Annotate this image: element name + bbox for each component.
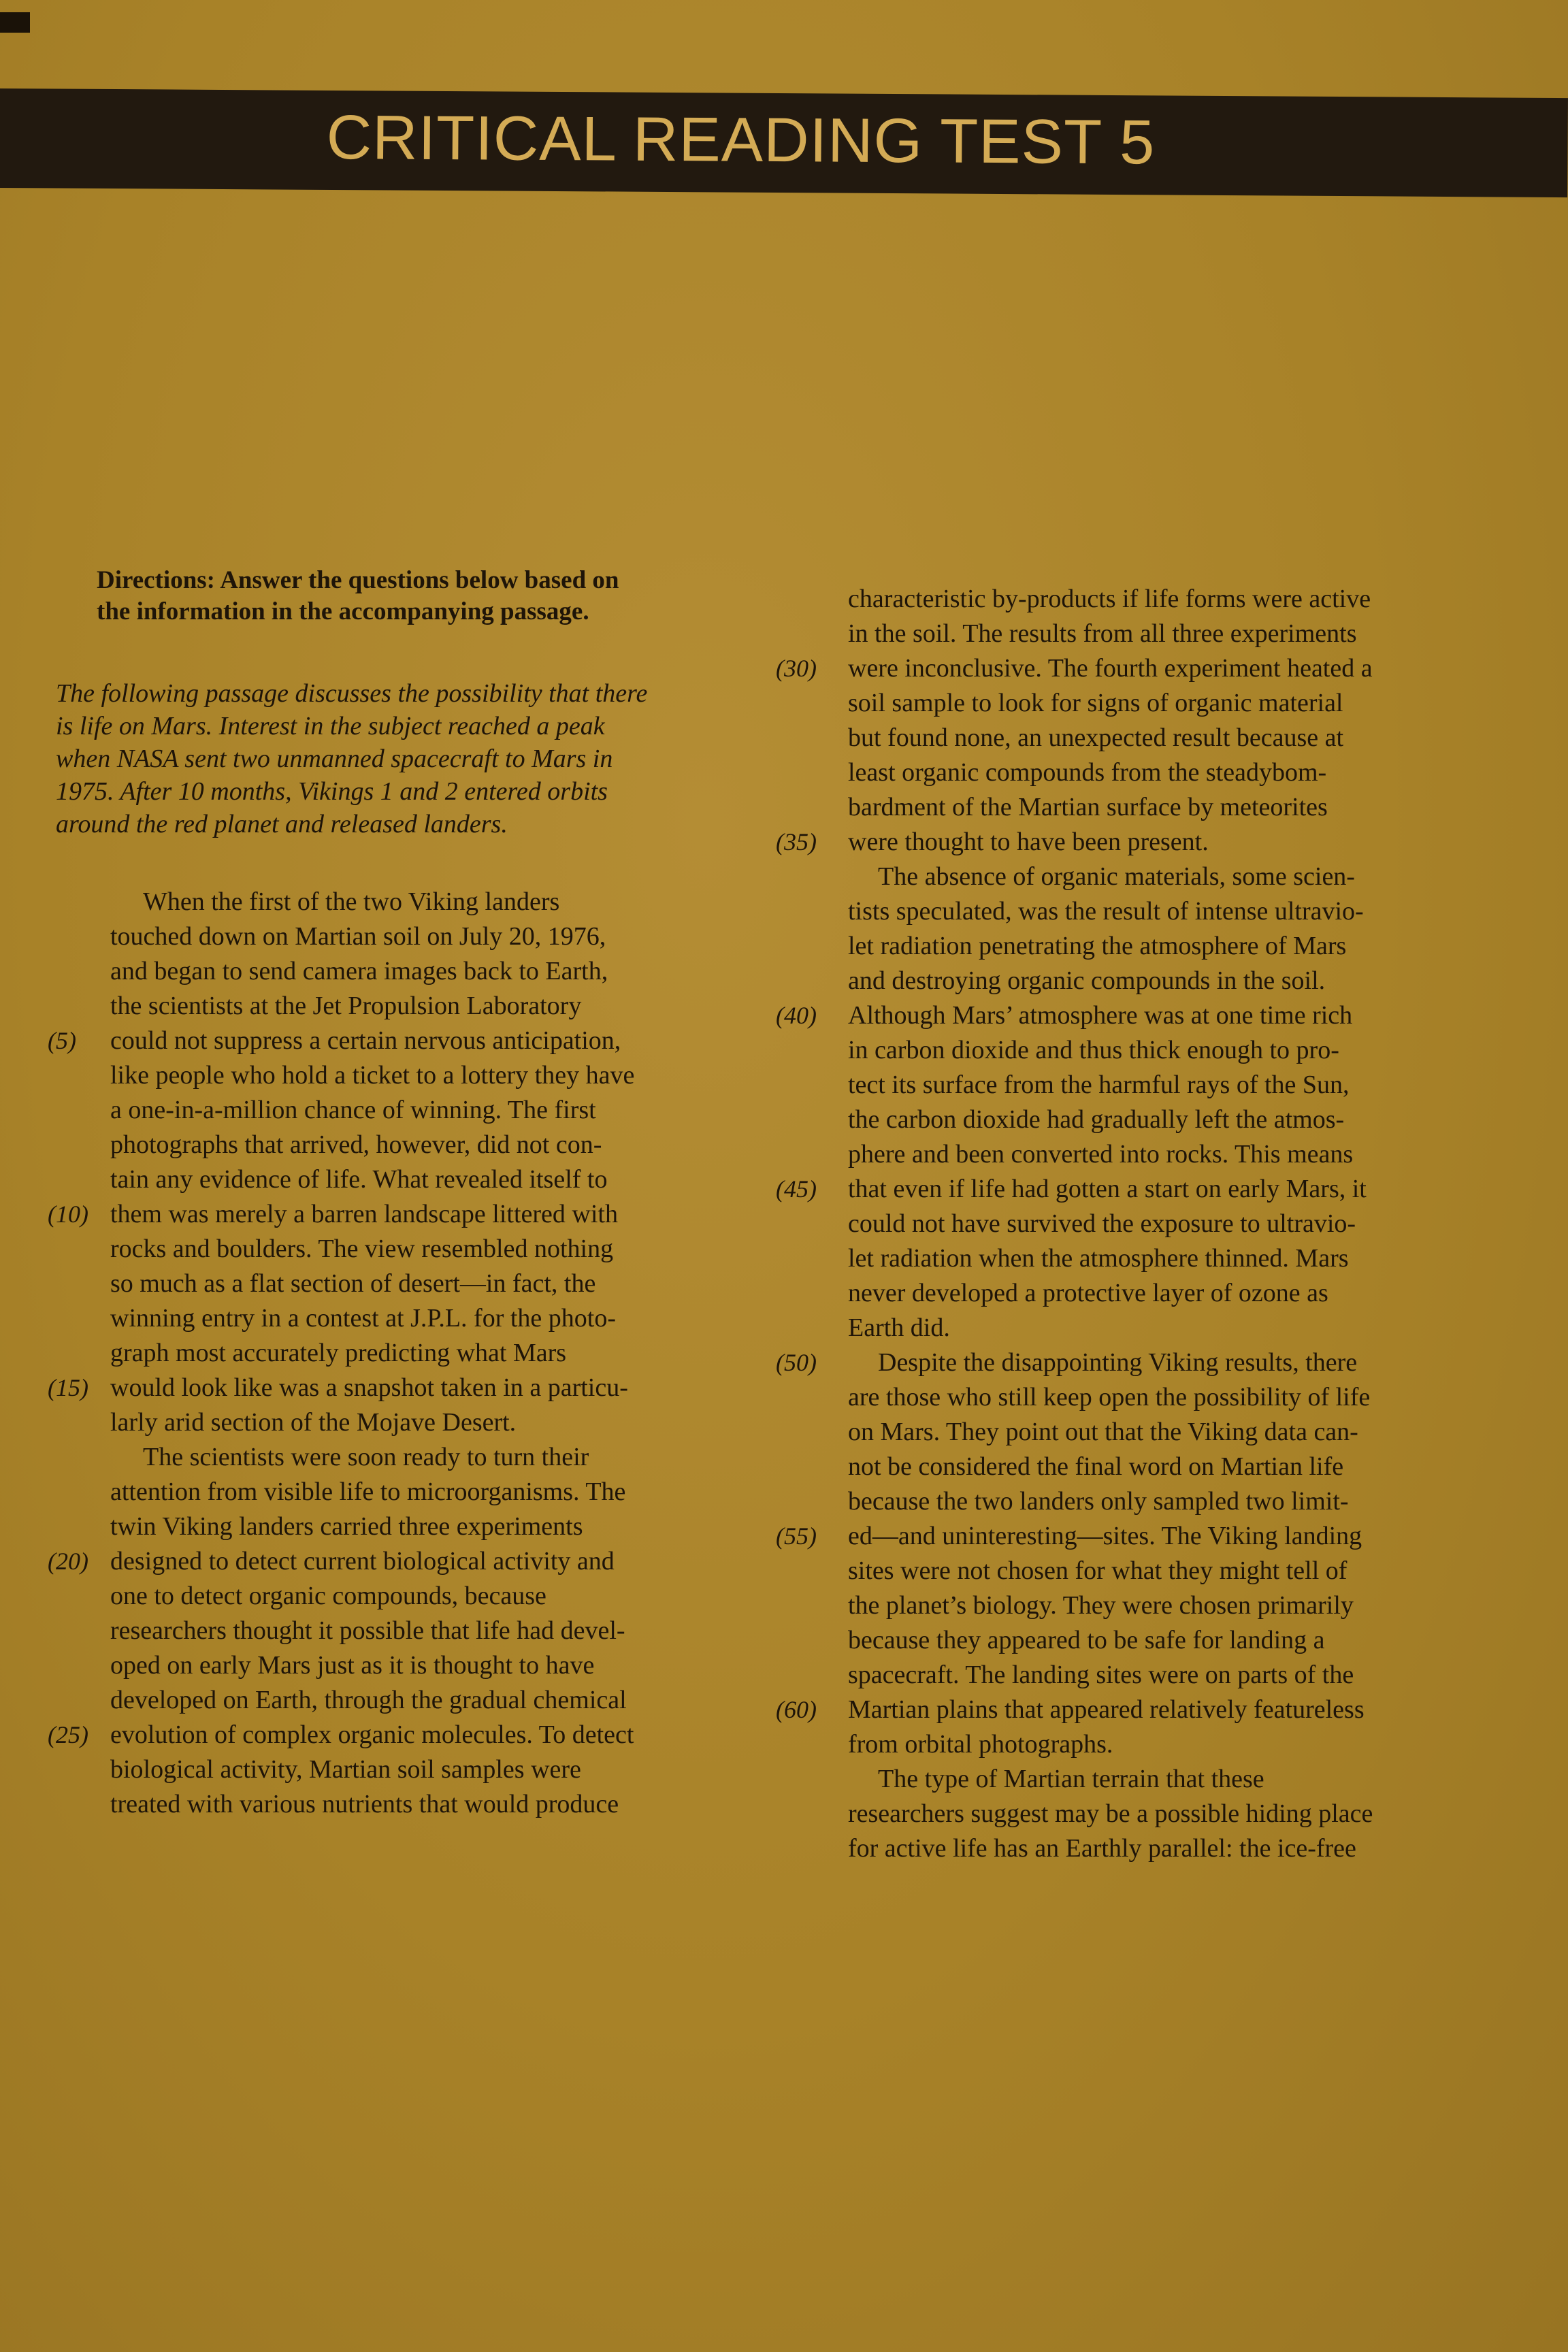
line-text: were inconclusive. The fourth experiment heated a <box>848 654 1373 683</box>
passage-line <box>776 1241 1463 1276</box>
line-number: (60) <box>776 1696 817 1723</box>
line-text: researchers suggest may be a possible hiding place <box>848 1799 1373 1828</box>
line-text: winning entry in a contest at J.P.L. for the photo- <box>110 1304 616 1333</box>
line-text: twin Viking landers carried three experiments <box>110 1512 583 1541</box>
passage-line <box>48 1232 715 1267</box>
line-text: tect its surface from the harmful rays of the Sun, <box>848 1071 1350 1099</box>
passage-line <box>776 651 1463 686</box>
line-text: The type of Martian terrain that these <box>878 1765 1264 1793</box>
passage-line <box>48 1371 715 1405</box>
line-text: tists speculated, was the result of intense ultravio- <box>848 897 1364 926</box>
passage-line <box>776 1831 1463 1866</box>
line-text: Martian plains that appeared relatively featureless <box>848 1695 1365 1724</box>
passage-line <box>776 825 1463 860</box>
passage-line <box>48 1579 715 1614</box>
intro-line: The following passage discusses the possibility that there <box>56 679 648 708</box>
passage-line <box>48 989 715 1024</box>
intro-paragraph <box>56 677 709 840</box>
line-text: Although Mars’ atmosphere was at one time rich <box>848 1001 1353 1030</box>
line-text: that even if life had gotten a start on early Mars, it <box>848 1175 1367 1203</box>
passage-line <box>48 1475 715 1509</box>
intro-line: around the red planet and released landers. <box>56 810 508 838</box>
line-text: the planet’s biology. They were chosen primarily <box>848 1591 1354 1620</box>
line-text: treated with various nutrients that would produce <box>110 1790 619 1818</box>
passage-line <box>776 929 1463 964</box>
line-text: Despite the disappointing Viking results, there <box>878 1348 1358 1377</box>
passage-line <box>48 1093 715 1128</box>
line-text: least organic compounds from the steadybom- <box>848 758 1327 787</box>
passage-line <box>48 885 715 919</box>
line-text: developed on Earth, through the gradual chemical <box>110 1686 627 1714</box>
line-number: (5) <box>48 1027 76 1054</box>
line-text: because the two landers only sampled two limit- <box>848 1487 1349 1516</box>
passage-line <box>776 1554 1463 1588</box>
passage-line <box>48 1301 715 1336</box>
line-text: were thought to have been present. <box>848 828 1209 856</box>
passage-line <box>776 1033 1463 1068</box>
passage-line <box>48 1683 715 1718</box>
line-text: let radiation when the atmosphere thinned. Mars <box>848 1244 1349 1273</box>
intro-line: is life on Mars. Interest in the subject reached a peak <box>56 712 605 740</box>
passage-line <box>776 755 1463 790</box>
passage-line <box>776 1519 1463 1554</box>
line-text: could not suppress a certain nervous anticipation, <box>110 1026 621 1055</box>
passage-line <box>776 860 1463 894</box>
line-text: sites were not chosen for what they might tell of <box>848 1556 1348 1585</box>
line-text: tain any evidence of life. What revealed itself to <box>110 1165 608 1194</box>
passage-line <box>48 954 715 989</box>
passage-line <box>48 1405 715 1440</box>
line-text: on Mars. They point out that the Viking data can- <box>848 1418 1358 1446</box>
passage-line <box>48 1509 715 1544</box>
line-text: designed to detect current biological activity and <box>110 1547 615 1575</box>
passage-line <box>48 1336 715 1371</box>
passage-line <box>776 582 1463 617</box>
line-text: like people who hold a ticket to a lottery they have <box>110 1061 635 1090</box>
line-text: could not have survived the exposure to ultravio- <box>848 1209 1356 1238</box>
passage-line <box>48 1787 715 1822</box>
directions-line: the information in the accompanying passage. <box>97 598 589 625</box>
line-text: rocks and boulders. The view resembled nothing <box>110 1235 614 1263</box>
passage-line <box>48 1752 715 1787</box>
line-text: larly arid section of the Mojave Desert. <box>110 1408 517 1437</box>
line-text: for active life has an Earthly parallel: the ice-free <box>848 1834 1356 1863</box>
line-text: researchers thought it possible that life had devel- <box>110 1616 625 1645</box>
passage-line <box>776 617 1463 651</box>
passage-line <box>776 1588 1463 1623</box>
line-text: one to detect organic compounds, because <box>110 1582 546 1610</box>
line-text: touched down on Martian soil on July 20, 1976, <box>110 922 606 951</box>
passage-line <box>776 1762 1463 1797</box>
passage-line <box>48 1544 715 1579</box>
passage-line <box>48 1024 715 1058</box>
passage-column-left <box>48 885 715 1822</box>
passage-line <box>776 1450 1463 1484</box>
line-number: (55) <box>776 1522 817 1550</box>
line-text: bardment of the Martian surface by meteorites <box>848 793 1328 821</box>
passage-line <box>776 1068 1463 1102</box>
line-text: oped on early Mars just as it is thought to have <box>110 1651 595 1680</box>
line-text: never developed a protective layer of ozone as <box>848 1279 1328 1307</box>
directions-line: Directions: Answer the questions below based on <box>97 566 619 594</box>
line-text: are those who still keep open the possibility of life <box>848 1383 1371 1411</box>
line-number: (35) <box>776 828 817 855</box>
passage-line <box>48 1162 715 1197</box>
line-text: The absence of organic materials, some scien- <box>878 862 1355 891</box>
line-text: because they appeared to be safe for landing a <box>848 1626 1325 1654</box>
line-text: evolution of complex organic molecules. To detect <box>110 1720 634 1749</box>
passage-line <box>48 1718 715 1752</box>
intro-line: when NASA sent two unmanned spacecraft to Mars in <box>56 745 613 773</box>
line-text: photographs that arrived, however, did not con- <box>110 1130 602 1159</box>
passage-line <box>776 1484 1463 1519</box>
line-text: graph most accurately predicting what Mars <box>110 1339 567 1367</box>
passage-line <box>776 1311 1463 1345</box>
line-number: (45) <box>776 1175 817 1203</box>
line-text: Earth did. <box>848 1313 950 1342</box>
line-text: the scientists at the Jet Propulsion Laboratory <box>110 992 582 1020</box>
passage-line <box>776 894 1463 929</box>
passage-line <box>48 1267 715 1301</box>
line-text: ed—and uninteresting—sites. The Viking landing <box>848 1522 1362 1550</box>
passage-line <box>776 1415 1463 1450</box>
passage-line <box>776 1797 1463 1831</box>
page-title: CRITICAL READING TEST 5 <box>326 102 1156 178</box>
line-text: attention from visible life to microorganisms. The <box>110 1477 626 1506</box>
line-number: (25) <box>48 1721 88 1748</box>
line-text: a one-in-a-million chance of winning. The first <box>110 1096 596 1124</box>
line-text: biological activity, Martian soil samples were <box>110 1755 581 1784</box>
line-text: them was merely a barren landscape littered with <box>110 1200 618 1228</box>
line-text: from orbital photographs. <box>848 1730 1113 1759</box>
passage-line <box>48 919 715 954</box>
passage-line <box>776 1380 1463 1415</box>
line-number: (10) <box>48 1200 88 1228</box>
line-text: characteristic by-products if life forms were active <box>848 585 1371 613</box>
passage-line <box>776 1345 1463 1380</box>
passage-line <box>776 964 1463 998</box>
passage-line <box>776 1102 1463 1137</box>
line-text: in the soil. The results from all three experiments <box>848 619 1357 648</box>
line-text: so much as a flat section of desert—in fact, the <box>110 1269 596 1298</box>
line-number: (40) <box>776 1002 817 1029</box>
passage-line <box>48 1058 715 1093</box>
passage-line <box>776 1137 1463 1172</box>
passage-line <box>776 686 1463 721</box>
line-text: let radiation penetrating the atmosphere of Mars <box>848 932 1347 960</box>
passage-line <box>48 1197 715 1232</box>
passage-line <box>776 1207 1463 1241</box>
passage-line <box>48 1128 715 1162</box>
line-text: When the first of the two Viking landers <box>143 887 560 916</box>
passage-line <box>776 1658 1463 1693</box>
passage-line <box>776 1623 1463 1658</box>
line-text: The scientists were soon ready to turn their <box>143 1443 589 1471</box>
line-text: the carbon dioxide had gradually left the atmos- <box>848 1105 1345 1134</box>
line-text: not be considered the final word on Martian life <box>848 1452 1344 1481</box>
passage-line <box>776 790 1463 825</box>
passage-column-right <box>776 582 1463 1866</box>
passage-line <box>48 1614 715 1648</box>
line-number: (20) <box>48 1548 88 1575</box>
line-text: in carbon dioxide and thus thick enough to pro- <box>848 1036 1339 1064</box>
line-text: spacecraft. The landing sites were on parts of the <box>848 1661 1354 1689</box>
passage-line <box>776 1276 1463 1311</box>
intro-line: 1975. After 10 months, Vikings 1 and 2 entered orbits <box>56 777 608 806</box>
line-text: soil sample to look for signs of organic material <box>848 689 1343 717</box>
line-text: and destroying organic compounds in the soil. <box>848 966 1326 995</box>
passage-line <box>48 1440 715 1475</box>
line-number: (50) <box>776 1349 817 1376</box>
passage-line <box>48 1648 715 1683</box>
corner-mark <box>0 12 30 33</box>
line-text: phere and been converted into rocks. This means <box>848 1140 1354 1169</box>
line-text: but found none, an unexpected result because at <box>848 723 1344 752</box>
passage-line <box>776 1172 1463 1207</box>
passage-line <box>776 998 1463 1033</box>
line-text: and began to send camera images back to Earth, <box>110 957 608 985</box>
passage-line <box>776 1727 1463 1762</box>
line-number: (30) <box>776 655 817 682</box>
line-number: (15) <box>48 1374 88 1401</box>
directions <box>97 565 709 627</box>
passage-line <box>776 1693 1463 1727</box>
line-text: would look like was a snapshot taken in a particu- <box>110 1373 628 1402</box>
passage-line <box>776 721 1463 755</box>
